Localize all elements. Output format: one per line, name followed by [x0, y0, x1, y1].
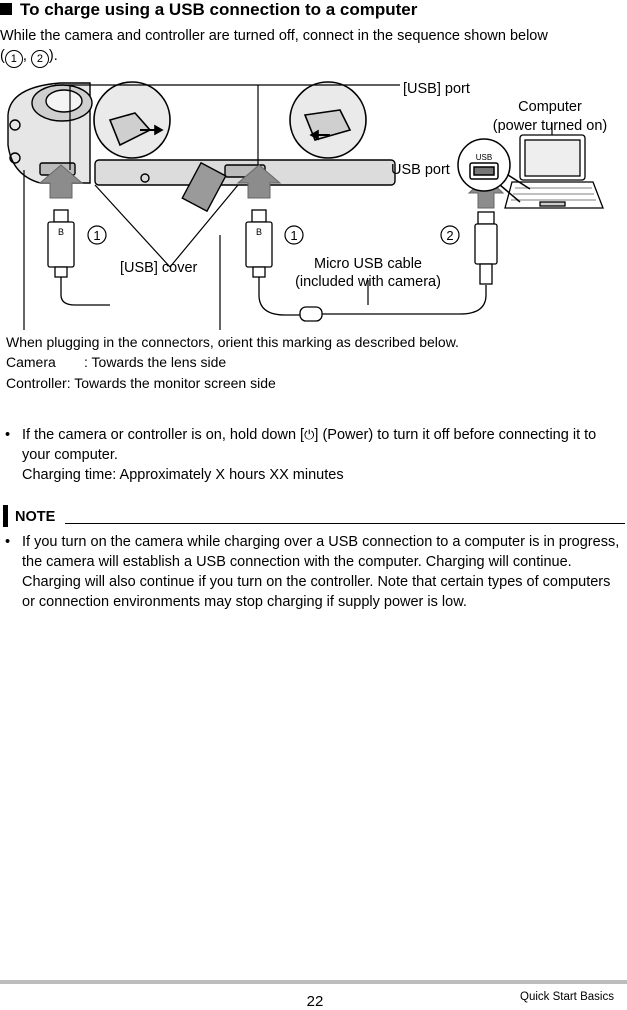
power-off-bullet — [5, 425, 625, 485]
intro-open-paren: ( — [0, 48, 5, 64]
computer-label-line2: (power turned on) — [492, 118, 608, 134]
plug-b-marking-camera: B — [57, 227, 65, 237]
square-bullet-icon — [0, 3, 12, 15]
power-off-text — [22, 425, 625, 485]
orientation-value: Towards the monitor screen side — [74, 375, 276, 391]
section-title-text: To charge using a USB connection to a computer — [20, 0, 418, 19]
intro-separator: , — [22, 48, 31, 64]
usb-cover-label: [USB] cover — [120, 260, 198, 276]
usb-a-plug — [475, 212, 497, 284]
note-text: If you turn on the camera while charging over a USB connection to a computer is in progress, the camera will establish a USB connection with the computer. Charging will continue. Charging will also continue if you turn on the controller. Note that certain types of computers or connection environments may stop charging if supply power is low. — [22, 534, 620, 610]
plug-b-marking-controller: B — [255, 227, 263, 237]
orientation-row-controller — [6, 374, 276, 392]
step-1-marker: 1 — [5, 50, 23, 68]
step-marker-group — [88, 226, 459, 244]
footer-divider — [0, 980, 627, 984]
power-off-text-pre: If the camera or controller is on, hold down [ — [22, 427, 305, 443]
usb-port-top-label: [USB] port — [403, 81, 470, 97]
note-divider — [65, 523, 625, 524]
power-icon: ⏻ — [304, 427, 315, 442]
orientation-key: Camera — [6, 354, 56, 370]
note-heading: NOTE — [15, 509, 56, 525]
power-off-text-post: ] (Power) to turn it off before connecting it to your computer. — [22, 427, 597, 463]
zoom-inset-camera — [94, 82, 170, 158]
step-1-controller-number: 1 — [290, 228, 298, 243]
orientation-sep: : — [84, 354, 88, 370]
laptop-illustration — [505, 135, 603, 208]
note-bullet — [5, 532, 625, 612]
bullet-dot: • — [5, 427, 11, 443]
section-title — [0, 0, 417, 20]
orientation-sep: : — [66, 375, 71, 391]
cable-label-line2: (included with camera) — [295, 274, 441, 290]
micro-usb-plug-camera — [48, 210, 110, 305]
intro-close-paren: ). — [48, 48, 58, 64]
camera-illustration — [8, 83, 92, 183]
intro-paragraph — [0, 26, 627, 68]
step-2-computer-number: 2 — [446, 228, 454, 243]
orientation-value: Towards the lens side — [91, 354, 227, 370]
section-name: Quick Start Basics — [520, 991, 614, 1003]
note-marker-bar — [3, 505, 8, 527]
charging-time-text: Charging time: Approximately X hours XX minutes — [22, 467, 344, 483]
step-1-camera-number: 1 — [93, 228, 101, 243]
controller-illustration — [95, 160, 395, 211]
orientation-row-camera — [6, 353, 226, 371]
cable-label-line1: Micro USB cable — [314, 256, 422, 272]
orientation-key: Controller — [6, 375, 67, 391]
zoom-inset-controller — [290, 82, 366, 158]
usb-port-label: USB port — [391, 162, 450, 178]
usb-port-chip-label: USB — [475, 153, 493, 162]
bullet-dot: • — [5, 534, 11, 550]
step-2-marker: 2 — [31, 50, 49, 68]
page-number: 22 — [306, 993, 324, 1010]
computer-label-line1: Computer — [518, 99, 582, 115]
intro-text: While the camera and controller are turned off, connect in the sequence shown below — [0, 28, 548, 44]
orientation-intro: When plugging in the connectors, orient this marking as described below. — [6, 334, 459, 350]
